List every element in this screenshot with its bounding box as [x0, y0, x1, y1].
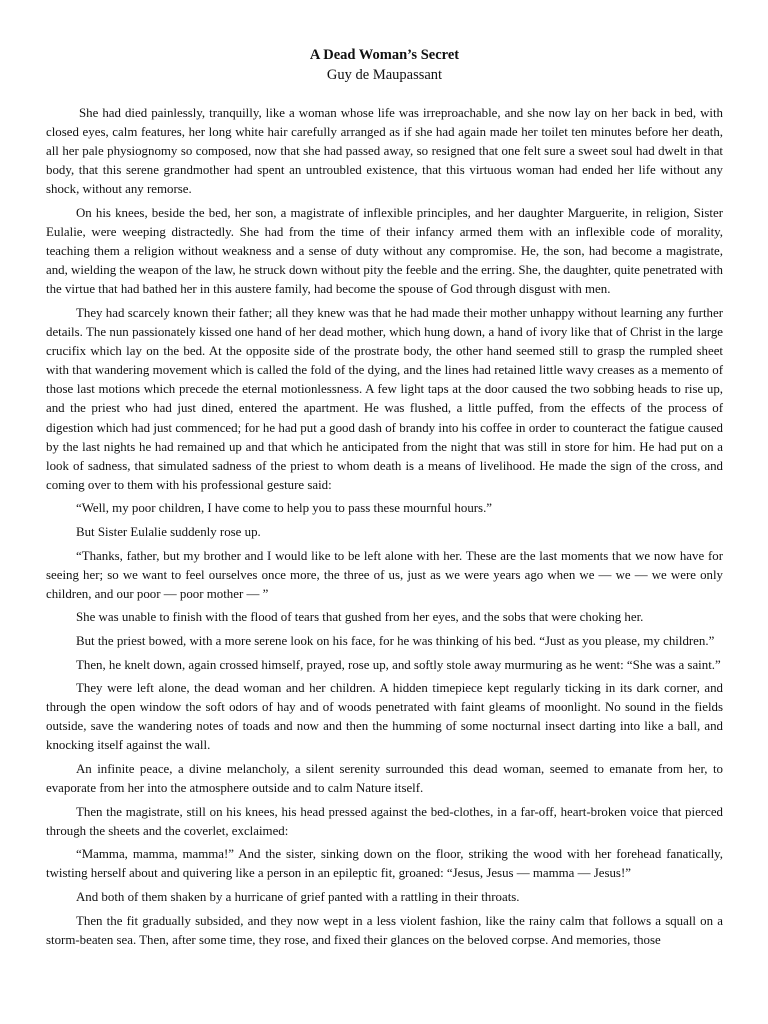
- document-title: A Dead Woman’s Secret: [309, 47, 460, 63]
- paragraph: Then the magistrate, still on his knees, his head pressed against the bed-clothes, in a far-off, heart-broken voice that pierced through the sheets and the coverlet, exclaimed:: [46, 804, 723, 838]
- paragraph: But the priest bowed, with a more serene look on his face, for he was thinking of his bed. “Just as you please, my children.”: [76, 633, 715, 648]
- paragraph: Then the fit gradually subsided, and they now wept in a less violent fashion, like the rainy calm that follows a squall on a storm-beaten sea. Then, after some time, they rose, and fixed their glances on the beloved corpse. And memories, those: [46, 913, 723, 947]
- paragraph: She was unable to finish with the flood of tears that gushed from her eyes, and the sobs that were choking her.: [76, 610, 644, 625]
- document-body: [46, 104, 723, 950]
- paragraph: But Sister Eulalie suddenly rose up.: [76, 524, 261, 539]
- paragraph: Then, he knelt down, again crossed himself, prayed, rose up, and softly stole away murmuring as he went: “She was a saint.”: [76, 657, 721, 672]
- paragraph: They had scarcely known their father; all they knew was that he had made their mother unhappy without learning any further details. The nun passionately kissed one hand of her dead mother, which hung down, a hand of ivory like that of Christ in the large crucifix which lay on the bed. At the opposite side of the prostrate body, the other hand seemed still to grasp the rumpled sheet with that wandering movement which is called the fold of the dying, and the lines had retained little wavy creases as a memento of those last motions which precede the eternal motionlessness. A few light taps at the door caused the two sobbing heads to rise up, and the priest who had just dined, entered the apartment. He was flushed, a little puffed, from the effects of the process of digestion which had just commenced; for he had put a good dash of brandy into his coffee in order to counteract the fatigue caused by the last nights he had remained up and that which he anticipated from the night that was still in store for him. He had put on a look of sadness, that simulated sadness of the priest to whom death is a means of livelihood. He made the sign of the cross, and coming over to them with his professional gesture said:: [46, 305, 723, 492]
- paragraph: “Mamma, mamma, mamma!” And the sister, sinking down on the floor, striking the wood with her forehead fanatically, twisting herself about and quivering like a person in an epileptic fit, groaned: “Jesus, Jesus — mamma — Jesus!”: [46, 847, 723, 881]
- paragraph: “Well, my poor children, I have come to help you to pass these mournful hours.”: [76, 501, 493, 516]
- paragraph: “Thanks, father, but my brother and I would like to be left alone with her. These are the last moments that we now have for seeing her; so we want to feel ourselves once more, the three of us, just as we were years ago when we — we — we were only children, and our poor — poor mother — ”: [46, 548, 723, 601]
- paragraph: On his knees, beside the bed, her son, a magistrate of inflexible principles, and her daughter Marguerite, in religion, Sister Eulalie, were weeping distractedly. She had from the time of their infancy armed them with an inflexible code of morality, teaching them a religion without weakness and a sense of duty without any compromise. He, the son, had become a magistrate, and, wielding the weapon of the law, he struck down without pity the feeble and the erring. She, the daughter, quite penetrated with the virtue that had bathed her in this austere family, had become the spouse of God through disgust with men.: [46, 205, 723, 297]
- paragraph: They were left alone, the dead woman and her children. A hidden timepiece kept regularly ticking in its dark corner, and through the open window the soft odors of hay and of woods penetrated with faint gleams of moonlight. No sound in the fields outside, save the wandering notes of toads and now and then the humming of some nocturnal insect darting into like a ball, and knocking itself against the wall.: [46, 681, 723, 753]
- paragraph: An infinite peace, a divine melancholy, a silent serenity surrounded this dead woman, seemed to emanate from her, to evaporate from her into the atmosphere outside and to calm Nature itself.: [46, 762, 723, 796]
- paragraph: She had died painlessly, tranquilly, like a woman whose life was irreproachable, and she now lay on her back in bed, with closed eyes, calm features, her long white hair carefully arranged as if she had again made her toilet ten minutes before her death, all her pale physiognomy so composed, now that she had passed away, so resigned that one felt sure a sweet soul had dwelt in that body, that this serene grandmother had spent an untroubled existence, that this virtuous woman had ended her life without any shock, without any remorse.: [46, 106, 723, 197]
- paragraph: And both of them shaken by a hurricane of grief panted with a rattling in their throats.: [76, 890, 520, 905]
- document-author: Guy de Maupassant: [326, 67, 443, 83]
